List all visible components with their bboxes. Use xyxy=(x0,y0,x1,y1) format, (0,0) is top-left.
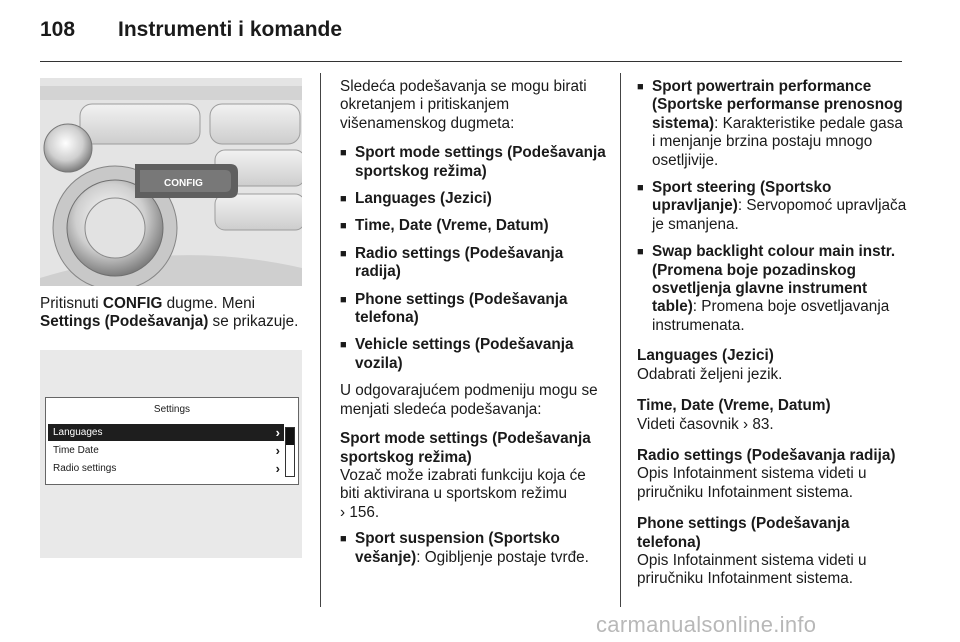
list-item: ■ Sport steering (Sportsko upravljanje): Servopomoć upravljača je smanjena. xyxy=(637,179,909,234)
list-item: ■ Sport mode settings (Podešavanja sportskog režima) xyxy=(340,144,608,181)
settings-list xyxy=(340,144,608,373)
list-item: ■ Swap backlight colour main instr. (Promena boje pozadinskog osvetljenja glavne instrument table): Promena boje osvetljavanja instrumenata. xyxy=(637,243,909,335)
list-item: ■ Sport powertrain performance (Sportske performanse prenosnog sistema): Karakteristike pedale gasa i menjanje brzina postaju mnogo osetljivije. xyxy=(637,78,909,170)
phone-settings-section xyxy=(637,515,909,589)
chevron-right-icon: › xyxy=(275,461,280,476)
time-date-section xyxy=(637,397,909,434)
languages-section xyxy=(637,347,909,384)
section-heading: Phone settings (Podešavanja telefona) xyxy=(637,515,850,551)
section-text: Opis Infotainment sistema videti u priručniku Infotainment sistema. xyxy=(637,465,867,501)
submenu-text: U odgovarajućem podmeniju mogu se menjati sledeća podešavanja: xyxy=(340,382,598,418)
section-heading: Languages (Jezici) xyxy=(637,347,774,365)
list-item: ■ Radio settings (Podešavanja radija) xyxy=(340,245,608,282)
watermark: carmanualsonline.info xyxy=(596,612,817,637)
radio-settings-section xyxy=(637,447,909,502)
sport-mode-heading: Sport mode settings (Podešavanja sportskog režima) xyxy=(340,430,591,466)
sport-options-list xyxy=(340,530,608,567)
list-item: ■ Time, Date (Vreme, Datum) xyxy=(340,217,608,235)
page-ref-arrow-icon: › xyxy=(743,415,749,433)
chevron-right-icon: › xyxy=(275,443,280,458)
list-item: ■ Languages (Jezici) xyxy=(340,190,608,208)
config-button-label: CONFIG xyxy=(164,178,203,189)
column-divider-1 xyxy=(320,73,321,607)
section-text: Odabrati željeni jezik. xyxy=(637,365,783,383)
page-ref: 156. xyxy=(349,503,380,521)
column-divider-2 xyxy=(620,73,621,607)
section-heading: Time, Date (Vreme, Datum) xyxy=(637,397,831,415)
section-text: Videti časovnik xyxy=(637,415,739,433)
chevron-right-icon: › xyxy=(275,425,280,440)
section-heading: Radio settings (Podešavanja radija) xyxy=(637,446,896,464)
settings-intro: Sledeća podešavanja se mogu birati okretanjem i pritiskanjem višenamenskog dugmeta: xyxy=(340,78,587,132)
settings-display-title: Settings xyxy=(153,404,191,415)
dashboard-illustration xyxy=(40,78,302,286)
page-ref: 83. xyxy=(752,415,774,433)
scrollbar-thumb xyxy=(286,428,294,445)
page-header xyxy=(40,18,342,42)
scrollbar xyxy=(285,427,295,477)
right-column xyxy=(637,78,909,600)
settings-screen-illustration xyxy=(40,350,302,558)
sport-mode-section xyxy=(340,430,608,522)
config-button-photo xyxy=(40,78,302,286)
settings-row-radio: Radio settings › xyxy=(53,461,280,476)
config-caption: Pritisnuti CONFIG dugme. Meni Settings (Podešavanja) se prikazuje. xyxy=(40,295,299,331)
page-number: 108 xyxy=(40,18,76,41)
header-rule xyxy=(40,61,902,62)
sport-options-list-cont xyxy=(637,78,909,335)
settings-display xyxy=(45,397,299,485)
section-text: Opis Infotainment sistema videti u priručniku Infotainment sistema. xyxy=(637,551,867,588)
list-item: ■ Phone settings (Podešavanja telefona) xyxy=(340,291,608,328)
list-item: ■ Sport suspension (Sportsko vešanje): Ogibljenje postaje tvrđe. xyxy=(340,530,608,567)
middle-column xyxy=(340,78,608,576)
settings-row-time-date: Time Date › xyxy=(53,443,280,458)
page-title: Instrumenti i komande xyxy=(118,18,343,41)
left-caption xyxy=(40,295,308,343)
settings-row-languages: Languages › xyxy=(48,424,284,441)
page-ref-arrow-icon: › xyxy=(340,503,346,521)
list-item: ■ Vehicle settings (Podešavanja vozila) xyxy=(340,336,608,373)
sport-mode-text: Vozač može izabrati funkciju koja će biti aktivirana u sportskom režimu xyxy=(340,466,586,503)
